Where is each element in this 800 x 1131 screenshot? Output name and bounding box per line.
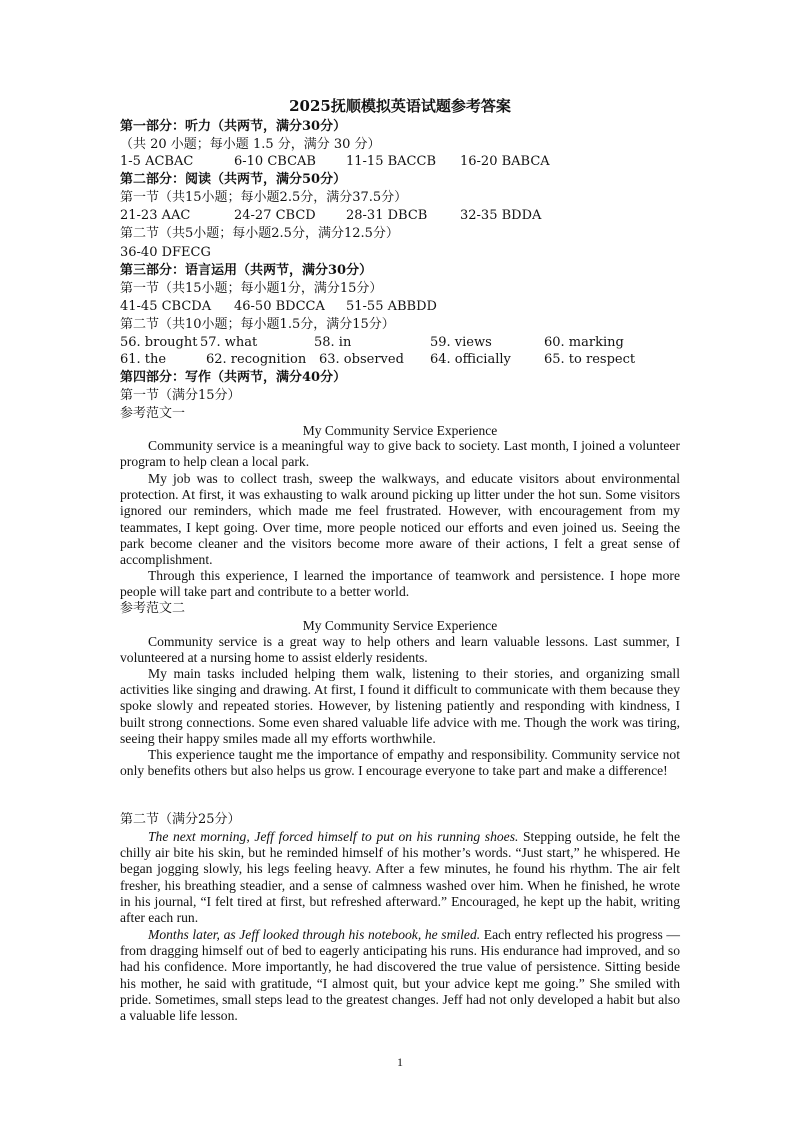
fill-answer: 56. brought	[120, 335, 198, 350]
sample1-paragraph-3: Through this experience, I learned the importance of teamwork and persistence. I hope more people will take part and contribute to a better world.	[120, 568, 680, 600]
part2-section2-answer: 36-40 DFECG	[120, 245, 211, 260]
part2-section2-note: 第二节（共5小题；每小题2.5分，满分12.5分）	[120, 226, 399, 241]
answer-group: 1-5 ACBAC	[120, 154, 194, 169]
fill-answer: 65. to respect	[544, 352, 636, 367]
part1-heading: 第一部分：听力（共两节，满分30分）	[120, 119, 347, 134]
part3-section2-note: 第二节（共10小题；每小题1.5分，满分15分）	[120, 317, 395, 332]
continuation-paragraph-1	[120, 829, 680, 926]
sample1-paragraph-1: Community service is a meaningful way to give back to society. Last month, I joined a volunteer program to help clean a local park.	[120, 438, 680, 470]
sample1-essay-title: My Community Service Experience	[302, 423, 498, 438]
fill-answer: 61. the	[120, 352, 167, 367]
part1-note: （共 20 小题；每小题 1.5 分，满分 30 分）	[120, 137, 381, 152]
fill-answer: 62. recognition	[206, 352, 307, 367]
continuation-body-1: Stepping outside, he felt the chilly air bite his skin, but he reminded himself of his mother’s words. “Just start,” he whispered. He began jogging slowly, his legs feeling heavy. After a few minutes, he found his rhythm. The air felt fresher, his breathing steadier, and a sense of calmness washed over him. When he finished, he wrote in his journal, “I felt tired at first, but refreshed afterward.” Encouraged, he kept up the habit, writing after each run.	[120, 829, 680, 926]
answer-group: 51-55 ABBDD	[346, 299, 437, 314]
page-number: 1	[397, 1055, 403, 1069]
continuation-paragraph-2	[120, 927, 680, 1024]
fill-answer: 60. marking	[544, 335, 624, 350]
fill-answer: 58. in	[314, 335, 352, 350]
answer-group: 11-15 BACCB	[346, 154, 436, 169]
part4-heading: 第四部分：写作（共两节，满分40分）	[120, 370, 347, 385]
fill-answer: 59. views	[430, 335, 492, 350]
continuation-lead-2: Months later, as Jeff looked through his notebook, he smiled.	[148, 927, 481, 942]
part4-section1-note: 第一节（满分15分）	[120, 388, 241, 403]
sample1-paragraph-2: My job was to collect trash, sweep the walkways, and educate visitors about environmental protection. At first, it was exhausting to walk around picking up litter under the hot sun. Some visitors ignored our reminders, which made me feel frustrated. However, with encouragement from my teammates, I kept going. Over time, more people noticed our efforts and even joined us. Seeing the park become cleaner and the visitors become more aware of their actions, I felt a great sense of accomplishment.	[120, 471, 680, 568]
answer-group: 46-50 BDCCA	[234, 299, 325, 314]
continuation-body-2: Each entry reflected his progress — from dragging himself out of bed to eagerly anticipating his runs. His endurance had improved, and so had his confidence. More importantly, he had discovered the true value of persistence. Sitting beside his mother, he said with gratitude, “I almost quit, but your advice kept me going.” She smiled with pride. Sometimes, small steps lead to the greatest changes. Jeff had not only developed a habit but also a valuable life lesson.	[120, 927, 681, 1024]
sample2-paragraph-2: My main tasks included helping them walk, listening to their stories, and organizing small activities like singing and drawing. At first, I found it difficult to communicate with them because they spoke slowly and repeated stories. However, by listening patiently and responding with kindness, I built strong connections. Some even shared valuable life advice with me. Though the work was tiring, seeing their happy smiles made all my efforts worthwhile.	[120, 666, 680, 746]
part3-section1-note: 第一节（共15小题；每小题1分，满分15分）	[120, 281, 383, 296]
sample2-paragraph-3: This experience taught me the importance of empathy and responsibility. Community service not only benefits others but also helps us grow. I encourage everyone to take part and make a difference!	[120, 747, 680, 779]
part3-heading: 第三部分：语言运用（共两节，满分30分）	[120, 263, 373, 278]
sample2-paragraph-1: Community service is a great way to help others and learn valuable lessons. Last summer, I volunteered at a nursing home to assist elderly residents.	[120, 634, 680, 666]
continuation-lead-1: The next morning, Jeff forced himself to put on his running shoes.	[148, 829, 519, 844]
fill-answer: 64. officially	[430, 352, 511, 367]
part2-heading: 第二部分：阅读（共两节，满分50分）	[120, 172, 347, 187]
fill-answer: 57. what	[200, 335, 258, 350]
answer-group: 21-23 AAC	[120, 208, 191, 223]
sample2-label: 参考范文二	[120, 601, 186, 616]
part4-section2-note: 第二节（满分25分）	[120, 812, 241, 827]
sample2-essay-title: My Community Service Experience	[302, 618, 498, 633]
answer-group: 32-35 BDDA	[460, 208, 542, 223]
fill-answer: 63. observed	[319, 352, 404, 367]
part2-section1-note: 第一节（共15小题；每小题2.5分，满分37.5分）	[120, 190, 408, 205]
answer-group: 6-10 CBCAB	[234, 154, 316, 169]
answer-group: 16-20 BABCA	[460, 154, 550, 169]
answer-group: 24-27 CBCD	[234, 208, 316, 223]
page-title: 2025抚顺模拟英语试题参考答案	[289, 97, 511, 115]
answer-group: 28-31 DBCB	[346, 208, 428, 223]
answer-group: 41-45 CBCDA	[120, 299, 212, 314]
sample1-label: 参考范文一	[120, 406, 186, 421]
